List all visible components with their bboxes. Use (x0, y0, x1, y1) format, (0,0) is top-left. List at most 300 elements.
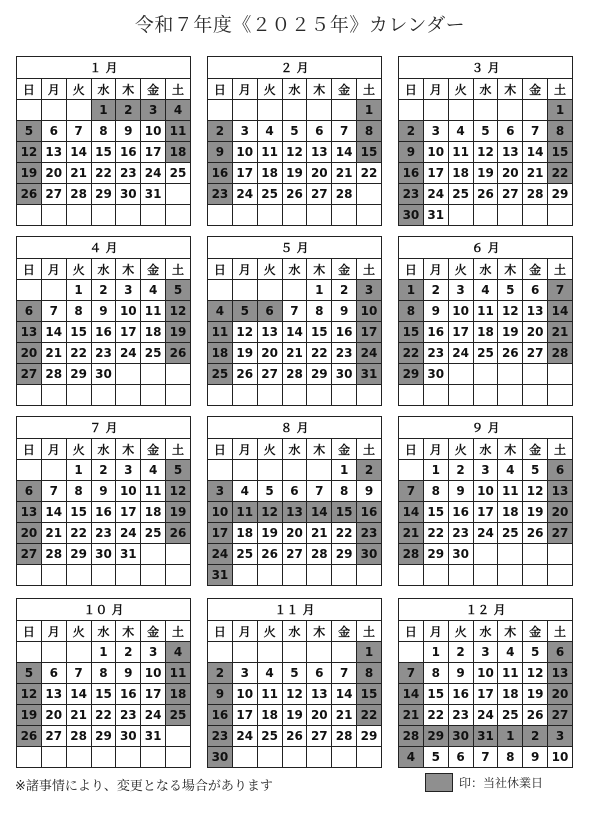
week-row (17, 280, 191, 301)
day-cell: 10 (141, 663, 166, 684)
week-row (399, 121, 573, 142)
day-cell: 3 (232, 121, 257, 142)
day-cell (41, 205, 66, 226)
holiday-day-cell: 25 (166, 705, 191, 726)
month-grid (398, 258, 573, 406)
day-cell: 19 (473, 163, 498, 184)
month-calendar (207, 56, 382, 226)
weekday-header-row (399, 439, 573, 460)
day-cell: 10 (423, 142, 448, 163)
month-grid (16, 258, 191, 406)
weekday-header: 土 (166, 259, 191, 280)
day-cell (116, 565, 141, 586)
day-cell (91, 205, 116, 226)
day-cell (307, 205, 332, 226)
weekday-header: 金 (523, 439, 548, 460)
weekday-header: 月 (41, 259, 66, 280)
week-row (208, 642, 382, 663)
holiday-day-cell: 8 (548, 121, 573, 142)
holiday-day-cell: 9 (399, 142, 424, 163)
holiday-day-cell: 1 (498, 726, 523, 747)
holiday-day-cell: 14 (399, 502, 424, 523)
weekday-header: 土 (357, 79, 382, 100)
day-cell: 17 (448, 322, 473, 343)
weekday-header: 日 (399, 439, 424, 460)
day-cell: 14 (332, 684, 357, 705)
weekday-header: 水 (282, 79, 307, 100)
day-cell: 6 (448, 747, 473, 768)
day-cell: 6 (498, 121, 523, 142)
holiday-day-cell: 26 (166, 343, 191, 364)
day-cell (208, 460, 233, 481)
week-row (17, 364, 191, 385)
weekday-header: 木 (116, 259, 141, 280)
day-cell: 7 (473, 747, 498, 768)
weekday-header: 水 (91, 79, 116, 100)
day-cell: 8 (307, 301, 332, 322)
week-row (399, 322, 573, 343)
day-cell (282, 100, 307, 121)
day-cell: 15 (91, 684, 116, 705)
day-cell (166, 385, 191, 406)
weekday-header: 水 (282, 621, 307, 642)
day-cell: 15 (423, 684, 448, 705)
day-cell: 6 (282, 481, 307, 502)
week-row (17, 642, 191, 663)
day-cell: 3 (473, 642, 498, 663)
day-cell: 4 (257, 121, 282, 142)
day-cell (17, 280, 42, 301)
day-cell: 5 (523, 460, 548, 481)
holiday-day-cell: 13 (282, 502, 307, 523)
week-row (17, 184, 191, 205)
month-title: １１ 月 (207, 598, 382, 620)
day-cell (523, 565, 548, 586)
weekday-header-row (399, 259, 573, 280)
holiday-day-cell: 9 (208, 684, 233, 705)
day-cell: 26 (282, 726, 307, 747)
month-grid (207, 78, 382, 226)
week-row (208, 565, 382, 586)
weekday-header: 月 (41, 439, 66, 460)
day-cell (257, 385, 282, 406)
holiday-day-cell: 6 (548, 642, 573, 663)
weekday-header: 土 (166, 621, 191, 642)
day-cell (548, 565, 573, 586)
day-cell: 27 (41, 184, 66, 205)
day-cell (141, 364, 166, 385)
weekday-header: 水 (473, 621, 498, 642)
holiday-day-cell: 30 (399, 205, 424, 226)
holiday-day-cell: 12 (17, 684, 42, 705)
day-cell: 24 (473, 523, 498, 544)
holiday-day-cell: 19 (17, 163, 42, 184)
holiday-day-cell: 13 (548, 663, 573, 684)
day-cell: 7 (523, 121, 548, 142)
day-cell (399, 460, 424, 481)
day-cell: 29 (548, 184, 573, 205)
holiday-day-cell: 31 (357, 364, 382, 385)
holiday-day-cell: 6 (548, 460, 573, 481)
day-cell: 28 (41, 364, 66, 385)
day-cell (257, 747, 282, 768)
day-cell: 25 (257, 184, 282, 205)
day-cell: 10 (141, 121, 166, 142)
weekday-header: 土 (548, 621, 573, 642)
holiday-day-cell: 15 (357, 142, 382, 163)
day-cell: 27 (498, 184, 523, 205)
day-cell (307, 642, 332, 663)
holiday-day-cell: 28 (548, 343, 573, 364)
weekday-header: 金 (332, 259, 357, 280)
day-cell: 21 (282, 343, 307, 364)
weekday-header: 月 (232, 79, 257, 100)
holiday-day-cell: 11 (208, 322, 233, 343)
week-row (17, 121, 191, 142)
week-row (17, 385, 191, 406)
day-cell: 1 (423, 642, 448, 663)
day-cell: 7 (332, 663, 357, 684)
day-cell (116, 205, 141, 226)
weekday-header: 月 (41, 79, 66, 100)
holiday-day-cell: 5 (166, 460, 191, 481)
holiday-day-cell: 2 (523, 726, 548, 747)
day-cell (141, 747, 166, 768)
day-cell: 17 (141, 684, 166, 705)
holiday-day-cell: 7 (548, 280, 573, 301)
week-row (17, 481, 191, 502)
weekday-header: 月 (423, 439, 448, 460)
holiday-day-cell: 11 (166, 121, 191, 142)
week-row (17, 502, 191, 523)
day-cell (332, 205, 357, 226)
holiday-day-cell: 10 (357, 301, 382, 322)
week-row (208, 184, 382, 205)
day-cell: 27 (41, 726, 66, 747)
day-cell: 13 (307, 684, 332, 705)
week-row (17, 523, 191, 544)
week-row (17, 205, 191, 226)
day-cell: 5 (282, 663, 307, 684)
day-cell (282, 642, 307, 663)
day-cell: 31 (423, 205, 448, 226)
holiday-day-cell: 7 (399, 481, 424, 502)
day-cell (473, 364, 498, 385)
month-calendar (16, 598, 191, 768)
day-cell (399, 565, 424, 586)
holiday-day-cell: 1 (91, 100, 116, 121)
day-cell: 10 (116, 301, 141, 322)
month-grid (16, 438, 191, 586)
month-calendar (207, 598, 382, 768)
weekday-header: 日 (399, 621, 424, 642)
holiday-day-cell: 8 (399, 301, 424, 322)
day-cell: 16 (448, 502, 473, 523)
day-cell: 19 (232, 343, 257, 364)
day-cell (66, 565, 91, 586)
day-cell: 21 (332, 163, 357, 184)
weekday-header: 日 (208, 439, 233, 460)
day-cell: 8 (423, 481, 448, 502)
day-cell (332, 642, 357, 663)
day-cell (357, 184, 382, 205)
day-cell: 21 (41, 523, 66, 544)
day-cell: 20 (307, 163, 332, 184)
week-row (399, 280, 573, 301)
day-cell: 19 (257, 523, 282, 544)
day-cell: 22 (66, 343, 91, 364)
day-cell (41, 565, 66, 586)
weekday-header: 日 (17, 621, 42, 642)
holiday-day-cell: 9 (208, 142, 233, 163)
day-cell (473, 100, 498, 121)
weekday-header-row (17, 621, 191, 642)
day-cell (232, 385, 257, 406)
day-cell: 8 (498, 747, 523, 768)
day-cell: 5 (523, 642, 548, 663)
holiday-day-cell: 21 (399, 523, 424, 544)
holiday-day-cell: 10 (208, 502, 233, 523)
week-row (208, 747, 382, 768)
day-cell: 8 (91, 121, 116, 142)
day-cell: 18 (448, 163, 473, 184)
day-cell: 14 (282, 322, 307, 343)
holiday-day-cell: 16 (208, 163, 233, 184)
day-cell: 3 (473, 460, 498, 481)
day-cell: 9 (423, 301, 448, 322)
day-cell: 21 (307, 523, 332, 544)
day-cell (307, 460, 332, 481)
day-cell (116, 385, 141, 406)
day-cell (66, 100, 91, 121)
holiday-day-cell: 15 (399, 322, 424, 343)
weekday-header: 日 (17, 79, 42, 100)
day-cell (498, 364, 523, 385)
weekday-header: 金 (332, 439, 357, 460)
weekday-header: 月 (423, 259, 448, 280)
day-cell: 26 (282, 184, 307, 205)
holiday-day-cell: 16 (208, 705, 233, 726)
holiday-day-cell: 3 (208, 481, 233, 502)
weekday-header: 火 (66, 79, 91, 100)
day-cell (41, 642, 66, 663)
weekday-header: 日 (208, 259, 233, 280)
weekday-header: 月 (423, 79, 448, 100)
day-cell: 5 (473, 121, 498, 142)
day-cell: 16 (116, 684, 141, 705)
month-title: ４ 月 (16, 236, 191, 258)
day-cell: 11 (498, 481, 523, 502)
holiday-day-cell: 19 (166, 502, 191, 523)
holiday-day-cell: 23 (399, 184, 424, 205)
holiday-day-cell: 6 (17, 301, 42, 322)
day-cell (208, 100, 233, 121)
month-title: ６ 月 (398, 236, 573, 258)
day-cell: 31 (141, 184, 166, 205)
footnote: ※諸事情により、変更となる場合があります (15, 779, 273, 794)
day-cell: 17 (116, 502, 141, 523)
day-cell (17, 385, 42, 406)
day-cell (17, 460, 42, 481)
day-cell: 28 (66, 184, 91, 205)
day-cell: 17 (232, 705, 257, 726)
day-cell: 13 (307, 142, 332, 163)
day-cell: 1 (332, 460, 357, 481)
month-grid (207, 258, 382, 406)
week-row (17, 100, 191, 121)
weekday-header: 火 (257, 79, 282, 100)
day-cell: 14 (332, 142, 357, 163)
day-cell: 30 (116, 726, 141, 747)
day-cell: 25 (498, 523, 523, 544)
week-row (399, 184, 573, 205)
day-cell: 16 (423, 322, 448, 343)
day-cell: 8 (91, 663, 116, 684)
holiday-day-cell: 21 (548, 322, 573, 343)
day-cell: 16 (91, 502, 116, 523)
day-cell: 12 (523, 663, 548, 684)
day-cell: 28 (332, 184, 357, 205)
weekday-header: 火 (66, 439, 91, 460)
week-row (17, 163, 191, 184)
weekday-header-row (17, 439, 191, 460)
holiday-day-cell: 1 (357, 100, 382, 121)
weekday-header: 水 (91, 439, 116, 460)
day-cell (399, 385, 424, 406)
day-cell: 9 (91, 301, 116, 322)
holiday-day-cell: 31 (208, 565, 233, 586)
weekday-header: 火 (448, 621, 473, 642)
day-cell: 31 (116, 544, 141, 565)
week-row (17, 705, 191, 726)
day-cell: 4 (498, 642, 523, 663)
day-cell: 7 (282, 301, 307, 322)
holiday-day-cell: 30 (208, 747, 233, 768)
day-cell (66, 205, 91, 226)
holiday-day-cell: 26 (166, 523, 191, 544)
weekday-header: 金 (523, 259, 548, 280)
month-title: ７ 月 (16, 416, 191, 438)
day-cell: 9 (91, 481, 116, 502)
day-cell: 8 (66, 301, 91, 322)
weekday-header-row (208, 621, 382, 642)
day-cell: 3 (448, 280, 473, 301)
week-row (17, 565, 191, 586)
day-cell: 2 (448, 460, 473, 481)
day-cell: 24 (141, 163, 166, 184)
weekday-header: 水 (473, 259, 498, 280)
day-cell: 11 (257, 684, 282, 705)
day-cell: 9 (116, 121, 141, 142)
day-cell: 11 (473, 301, 498, 322)
day-cell: 1 (91, 642, 116, 663)
week-row (399, 544, 573, 565)
holiday-day-cell: 5 (232, 301, 257, 322)
holiday-day-cell: 17 (357, 322, 382, 343)
holiday-day-cell: 23 (357, 523, 382, 544)
day-cell (423, 565, 448, 586)
weekday-header: 金 (141, 621, 166, 642)
holiday-day-cell: 11 (232, 502, 257, 523)
weekday-header: 木 (307, 259, 332, 280)
weekday-header: 日 (399, 259, 424, 280)
holiday-day-cell: 16 (357, 502, 382, 523)
day-cell (66, 642, 91, 663)
day-cell (282, 747, 307, 768)
day-cell: 9 (448, 663, 473, 684)
day-cell: 19 (282, 705, 307, 726)
day-cell: 9 (523, 747, 548, 768)
day-cell: 4 (232, 481, 257, 502)
weekday-header: 金 (332, 621, 357, 642)
week-row (399, 385, 573, 406)
day-cell: 13 (498, 142, 523, 163)
day-cell (332, 565, 357, 586)
day-cell (41, 460, 66, 481)
holiday-day-cell: 22 (399, 343, 424, 364)
day-cell: 6 (523, 280, 548, 301)
weekday-header-row (399, 621, 573, 642)
day-cell: 20 (41, 705, 66, 726)
weekday-header: 日 (17, 259, 42, 280)
month-grid (398, 78, 573, 226)
weekday-header: 火 (257, 259, 282, 280)
month-title: ５ 月 (207, 236, 382, 258)
holiday-day-cell: 2 (357, 460, 382, 481)
holiday-day-cell: 22 (357, 705, 382, 726)
weekday-header: 火 (448, 439, 473, 460)
week-row (399, 663, 573, 684)
day-cell: 5 (498, 280, 523, 301)
day-cell: 2 (332, 280, 357, 301)
weekday-header: 火 (448, 79, 473, 100)
day-cell: 7 (66, 663, 91, 684)
day-cell: 23 (332, 343, 357, 364)
day-cell: 18 (232, 523, 257, 544)
weekday-header: 木 (307, 621, 332, 642)
day-cell (498, 100, 523, 121)
day-cell: 22 (357, 163, 382, 184)
weekday-header: 火 (257, 621, 282, 642)
week-row (208, 121, 382, 142)
holiday-day-cell: 7 (399, 663, 424, 684)
day-cell: 27 (307, 726, 332, 747)
day-cell (498, 385, 523, 406)
day-cell: 28 (332, 726, 357, 747)
week-row (208, 705, 382, 726)
day-cell: 12 (523, 481, 548, 502)
day-cell: 25 (473, 343, 498, 364)
day-cell (17, 565, 42, 586)
weekday-header: 金 (141, 439, 166, 460)
day-cell: 21 (332, 705, 357, 726)
day-cell: 17 (232, 163, 257, 184)
day-cell: 29 (357, 726, 382, 747)
weekday-header: 火 (257, 439, 282, 460)
weekday-header: 土 (548, 259, 573, 280)
day-cell: 25 (166, 163, 191, 184)
day-cell: 29 (66, 364, 91, 385)
week-row (208, 280, 382, 301)
holiday-day-cell: 8 (357, 663, 382, 684)
day-cell: 19 (523, 502, 548, 523)
holiday-day-cell: 18 (166, 684, 191, 705)
day-cell (116, 364, 141, 385)
holiday-day-cell: 22 (548, 163, 573, 184)
day-cell: 1 (307, 280, 332, 301)
day-cell: 22 (91, 163, 116, 184)
day-cell: 22 (307, 343, 332, 364)
